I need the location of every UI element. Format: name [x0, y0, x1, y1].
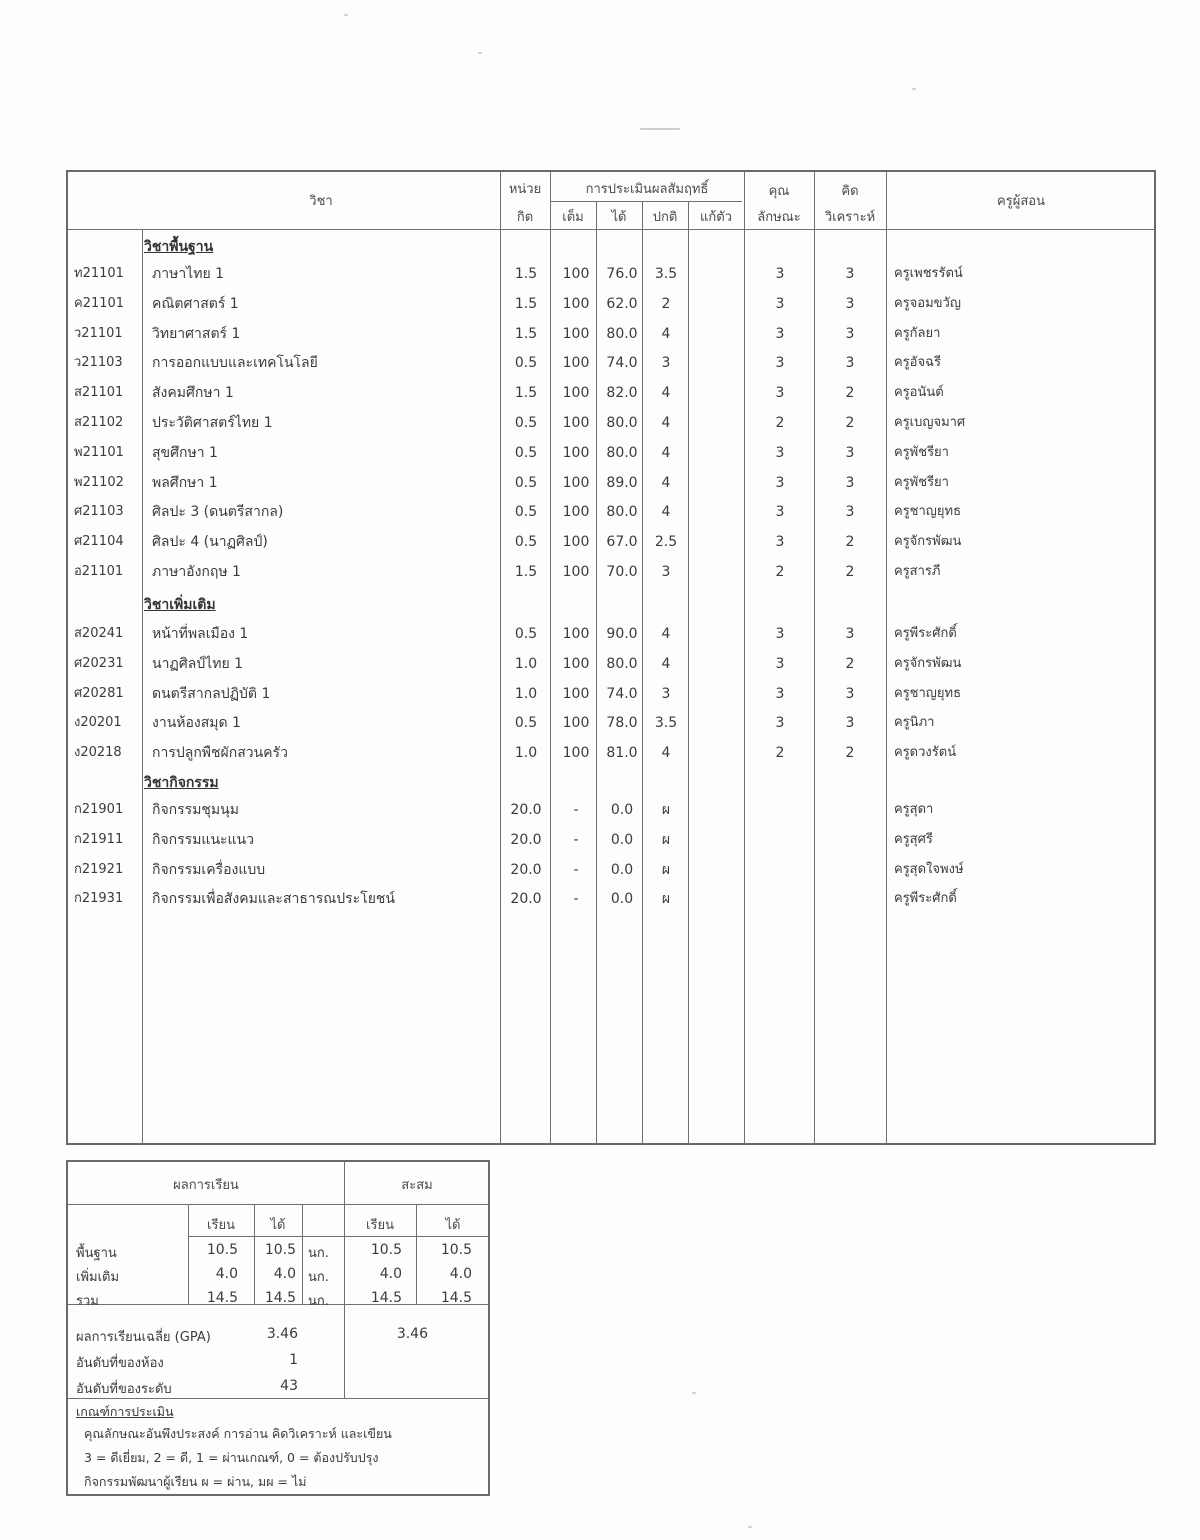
character-score: 3 — [775, 295, 785, 312]
summary-cum-got: 4.0 — [449, 1266, 472, 1282]
header-teacher: ครูผู้สอน — [997, 194, 1045, 209]
subject-name: นาฏศิลป์ไทย 1 — [152, 655, 244, 672]
thinking-score: 3 — [845, 626, 855, 642]
summary-study: 14.5 — [206, 1290, 238, 1306]
teacher-name: ครูพีระศักดิ์ — [894, 891, 957, 907]
subject-name: วิทยาศาสตร์ 1 — [152, 325, 241, 342]
score: 82.0 — [606, 385, 638, 402]
score: 0.0 — [610, 891, 634, 908]
character-score: 3 — [775, 385, 785, 402]
grade: ผ — [661, 891, 671, 908]
score: 80.0 — [606, 444, 638, 461]
assess-divider — [550, 201, 742, 202]
header-unit-top: หน่วย — [508, 182, 542, 197]
subject-name: กิจกรรมชุมนุม — [152, 802, 239, 818]
full-score: 100 — [562, 685, 590, 702]
subject-name: กิจกรรมเพื่อสังคมและสาธารณประโยชน์ — [152, 891, 395, 908]
scan-speck — [692, 1392, 696, 1394]
table-row — [68, 796, 1158, 824]
full-score: 100 — [562, 745, 590, 762]
character-score: 3 — [775, 444, 785, 461]
character-score: 3 — [775, 715, 785, 732]
header-divider — [68, 229, 1154, 230]
summary-results-title: ผลการเรียน — [173, 1178, 239, 1193]
thinking-score: 3 — [845, 715, 855, 732]
rank-room-label: อันดับที่ของห้อง — [76, 1356, 164, 1371]
summary-row-label: เพิ่มเติม — [76, 1270, 120, 1285]
character-score: 3 — [775, 534, 785, 551]
table-row — [68, 379, 1158, 407]
header-character-top: คุณ — [768, 184, 790, 199]
grade: 3.5 — [654, 266, 678, 282]
scan-speck — [748, 1526, 752, 1528]
summary-unit: นก. — [308, 1270, 329, 1285]
table-row — [68, 620, 1158, 648]
grade: 4 — [661, 745, 671, 762]
score: 70.0 — [606, 564, 638, 580]
summary-cum-got: 10.5 — [440, 1242, 472, 1258]
credit-units: 0.5 — [514, 474, 538, 491]
credit-units: 1.0 — [514, 745, 538, 762]
grade: 3 — [661, 355, 671, 372]
teacher-name: ครูอนันต์ — [894, 385, 944, 401]
character-score: 3 — [775, 685, 785, 702]
score: 0.0 — [610, 861, 634, 878]
character-score: 2 — [775, 415, 785, 431]
full-score: 100 — [562, 626, 590, 642]
subject-code: ง20201 — [74, 715, 122, 731]
character-score: 3 — [775, 474, 785, 491]
header-character-bottom: ลักษณะ — [757, 210, 801, 225]
teacher-name: ครูชาญยุทธ — [894, 685, 961, 701]
score: 67.0 — [606, 534, 638, 551]
teacher-name: ครูพีระศักดิ์ — [894, 626, 957, 641]
summary-study-header: เรียน — [207, 1218, 235, 1233]
table-row — [68, 320, 1158, 348]
subject-name: ดนตรีสากลปฏิบัติ 1 — [152, 685, 271, 702]
table-row — [68, 349, 1158, 377]
grade: 4 — [661, 626, 671, 642]
subject-code: ศ20281 — [74, 685, 124, 701]
summary-got: 10.5 — [264, 1242, 296, 1258]
subject-code: ศ21104 — [74, 534, 124, 550]
grade: 4 — [661, 474, 671, 491]
grade: ผ — [661, 831, 671, 848]
subject-name: คณิตศาสตร์ 1 — [152, 295, 239, 312]
score: 78.0 — [606, 715, 638, 732]
thinking-score: 3 — [845, 504, 855, 521]
subject-code: ส20241 — [74, 626, 124, 641]
credit-units: 1.0 — [514, 685, 538, 702]
criteria-line-2: 3 = ดีเยี่ยม, 2 = ดี, 1 = ผ่านเกณฑ์, 0 = ต้องปรับปรุง — [84, 1450, 379, 1465]
subject-name: ศิลปะ 4 (นาฏศิลป์) — [152, 534, 268, 551]
criteria-line-1: คุณลักษณะอันพึงประสงค์ การอ่าน คิดวิเคราะห์ และเขียน — [84, 1426, 392, 1441]
teacher-name: ครูพัชรียา — [894, 444, 949, 460]
table-row — [68, 469, 1158, 497]
summary-study: 4.0 — [215, 1266, 238, 1282]
grade: 2.5 — [654, 534, 678, 551]
teacher-name: ครูนิภา — [894, 715, 935, 731]
credit-units: 1.5 — [514, 295, 538, 312]
grade-table — [66, 170, 1156, 1145]
character-score: 3 — [775, 626, 785, 642]
subject-code: ก21931 — [74, 891, 124, 907]
grade: 4 — [661, 504, 671, 521]
full-score: - — [573, 802, 579, 818]
summary-table — [66, 1160, 490, 1496]
subject-code: พ21102 — [74, 474, 124, 490]
full-score: 100 — [562, 534, 590, 551]
thinking-score: 3 — [845, 685, 855, 702]
credit-units: 0.5 — [514, 355, 538, 372]
score: 0.0 — [610, 831, 634, 848]
summary-cum-study-header: เรียน — [366, 1218, 394, 1233]
gpa-cumulative: 3.46 — [396, 1326, 428, 1342]
full-score: 100 — [562, 444, 590, 461]
subject-code: ง20218 — [74, 745, 122, 761]
teacher-name: ครูพัชรียา — [894, 474, 949, 490]
subject-name: หน้าที่พลเมือง 1 — [152, 626, 249, 642]
subject-name: พลศึกษา 1 — [152, 474, 218, 491]
full-score: 100 — [562, 564, 590, 580]
teacher-name: ครูกัลยา — [894, 325, 941, 341]
summary-divider — [302, 1204, 303, 1304]
grade: 4 — [661, 655, 671, 672]
subject-name: กิจกรรมเครื่องแบบ — [152, 861, 266, 878]
credit-units: 20.0 — [510, 891, 542, 908]
subject-code: ก21921 — [74, 861, 124, 877]
header-unit-bottom: กิต — [516, 210, 534, 225]
subject-name: สังคมศึกษา 1 — [152, 385, 234, 402]
summary-cumulative-title: สะสม — [401, 1178, 433, 1193]
subject-name: ภาษาไทย 1 — [152, 266, 225, 282]
score: 89.0 — [606, 474, 638, 491]
header-think-bottom: วิเคราะห์ — [824, 210, 876, 225]
subject-code: ท21101 — [74, 266, 124, 281]
teacher-name: ครูอัจฉรี — [894, 355, 941, 371]
rank-room-value: 1 — [289, 1352, 298, 1368]
thinking-score: 2 — [845, 415, 855, 431]
grade: ผ — [661, 802, 671, 818]
grade: 4 — [661, 444, 671, 461]
score: 62.0 — [606, 295, 638, 312]
character-score: 3 — [775, 655, 785, 672]
summary-unit: นก. — [308, 1294, 329, 1309]
credit-units: 0.5 — [514, 415, 538, 431]
teacher-name: ครูสารภี — [894, 564, 941, 579]
subject-name: ภาษาอังกฤษ 1 — [152, 564, 241, 580]
header-score: ได้ — [611, 210, 627, 225]
grade: 2 — [661, 295, 671, 312]
full-score: 100 — [562, 474, 590, 491]
table-row — [68, 856, 1158, 884]
header-grade: ปกติ — [652, 210, 678, 225]
subject-code: ว21101 — [74, 325, 123, 341]
grade: 4 — [661, 415, 671, 431]
subject-name: การปลูกพืชผักสวนครัว — [152, 745, 288, 762]
subject-code: ก21911 — [74, 831, 124, 847]
header-full: เต็ม — [562, 210, 584, 225]
scan-speck — [344, 14, 348, 16]
subject-code: ค21101 — [74, 295, 125, 311]
credit-units: 0.5 — [514, 504, 538, 521]
full-score: 100 — [562, 385, 590, 402]
section-activity: วิชากิจกรรม — [144, 775, 219, 791]
score: 80.0 — [606, 415, 638, 431]
thinking-score: 3 — [845, 266, 855, 282]
subject-name: กิจกรรมแนะแนว — [152, 831, 254, 848]
credit-units: 1.5 — [514, 325, 538, 342]
credit-units: 1.0 — [514, 655, 538, 672]
teacher-name: ครูเบญจมาศ — [894, 415, 966, 430]
character-score: 3 — [775, 266, 785, 282]
teacher-name: ครูจอมขวัญ — [894, 295, 961, 311]
teacher-name: ครูจักรพัฒน — [894, 655, 962, 671]
teacher-name: ครูชาญยุทธ — [894, 504, 961, 520]
grade: 4 — [661, 385, 671, 402]
character-score: 2 — [775, 745, 785, 762]
summary-got: 14.5 — [264, 1290, 296, 1306]
thinking-score: 2 — [845, 564, 855, 580]
subject-code: ส21101 — [74, 385, 124, 401]
score: 74.0 — [606, 685, 638, 702]
summary-got-header: ได้ — [270, 1218, 286, 1233]
summary-hline — [68, 1204, 488, 1205]
table-row — [68, 680, 1158, 708]
teacher-name: ครูดวงรัตน์ — [894, 745, 957, 761]
scan-speck — [478, 52, 482, 54]
full-score: 100 — [562, 266, 590, 282]
score: 80.0 — [606, 325, 638, 342]
credit-units: 1.5 — [514, 564, 538, 580]
subject-code: ศ20231 — [74, 655, 124, 671]
header-fix: แก้ตัว — [700, 210, 732, 225]
subject-code: ก21901 — [74, 802, 124, 817]
teacher-name: ครูสุดใจพงษ์ — [894, 861, 964, 877]
summary-cum-study: 10.5 — [370, 1242, 402, 1258]
grade: 3 — [661, 685, 671, 702]
thinking-score: 3 — [845, 474, 855, 491]
table-row — [68, 885, 1158, 913]
credit-units: 0.5 — [514, 534, 538, 551]
grade: ผ — [661, 861, 671, 878]
subject-name: ประวัติศาสตร์ไทย 1 — [152, 415, 273, 431]
full-score: 100 — [562, 504, 590, 521]
subject-code: ส21102 — [74, 415, 124, 430]
thinking-score: 3 — [845, 295, 855, 312]
thinking-score: 2 — [845, 745, 855, 762]
subject-name: การออกแบบและเทคโนโลยี — [152, 355, 318, 372]
full-score: - — [573, 861, 579, 878]
subject-code: อ21101 — [74, 564, 124, 579]
thinking-score: 3 — [845, 355, 855, 372]
table-row — [68, 826, 1158, 854]
full-score: 100 — [562, 715, 590, 732]
full-score: - — [573, 831, 579, 848]
criteria-title: เกณฑ์การประเมิน — [76, 1404, 174, 1419]
credit-units: 1.5 — [514, 385, 538, 402]
character-score: 3 — [775, 504, 785, 521]
grade: 3.5 — [654, 715, 678, 732]
grade: 4 — [661, 325, 671, 342]
summary-cum-study: 14.5 — [370, 1290, 402, 1306]
table-row — [68, 650, 1158, 678]
credit-units: 20.0 — [510, 802, 542, 818]
table-row — [68, 739, 1158, 767]
criteria-line-3: กิจกรรมพัฒนาผู้เรียน ผ = ผ่าน, มผ = ไม่ — [84, 1474, 307, 1489]
header-assessment: การประเมินผลสัมฤทธิ์ — [585, 182, 709, 197]
subject-name: ศิลปะ 3 (ดนตรีสากล) — [152, 504, 284, 521]
credit-units: 20.0 — [510, 831, 542, 848]
subject-code: พ21101 — [74, 444, 124, 460]
full-score: 100 — [562, 415, 590, 431]
scan-speck — [912, 88, 916, 90]
summary-row-label: พื้นฐาน — [76, 1246, 117, 1261]
score: 76.0 — [606, 266, 638, 282]
gpa-value: 3.46 — [266, 1326, 298, 1342]
section-extra: วิชาเพิ่มเติม — [144, 597, 216, 613]
teacher-name: ครูจักรพัฒน — [894, 534, 962, 550]
table-row — [68, 290, 1158, 318]
table-row — [68, 409, 1158, 437]
table-row — [68, 260, 1158, 288]
scan-speck — [640, 128, 680, 130]
score: 80.0 — [606, 504, 638, 521]
summary-cum-got-header: ได้ — [445, 1218, 461, 1233]
thinking-score: 3 — [845, 444, 855, 461]
thinking-score: 2 — [845, 534, 855, 551]
credit-units: 0.5 — [514, 444, 538, 461]
summary-divider — [344, 1162, 345, 1398]
table-row — [68, 439, 1158, 467]
teacher-name: ครูสุดา — [894, 802, 934, 817]
score: 81.0 — [606, 745, 638, 762]
score: 90.0 — [606, 626, 638, 642]
section-basic: วิชาพื้นฐาน — [144, 239, 214, 255]
summary-cum-got: 14.5 — [440, 1290, 472, 1306]
score: 80.0 — [606, 655, 638, 672]
full-score: 100 — [562, 655, 590, 672]
rank-level-label: อันดับที่ของระดับ — [76, 1382, 172, 1397]
thinking-score: 3 — [845, 325, 855, 342]
summary-hline — [188, 1236, 488, 1237]
full-score: 100 — [562, 325, 590, 342]
character-score: 3 — [775, 355, 785, 372]
table-row — [68, 528, 1158, 556]
subject-code: ว21103 — [74, 355, 123, 371]
full-score: 100 — [562, 295, 590, 312]
rank-level-value: 43 — [280, 1378, 298, 1394]
credit-units: 0.5 — [514, 626, 538, 642]
thinking-score: 2 — [845, 655, 855, 672]
summary-unit: นก. — [308, 1246, 329, 1261]
credit-units: 0.5 — [514, 715, 538, 732]
teacher-name: ครูสุศรี — [894, 831, 933, 847]
summary-cum-study: 4.0 — [379, 1266, 402, 1282]
summary-row-label: รวม — [76, 1294, 99, 1309]
table-row — [68, 709, 1158, 737]
gpa-label: ผลการเรียนเฉลี่ย (GPA) — [76, 1330, 211, 1345]
character-score: 2 — [775, 564, 785, 580]
full-score: 100 — [562, 355, 590, 372]
subject-code: ศ21103 — [74, 504, 124, 520]
full-score: - — [573, 891, 579, 908]
table-row — [68, 498, 1158, 526]
table-row — [68, 558, 1158, 586]
character-score: 3 — [775, 325, 785, 342]
teacher-name: ครูเพชรรัตน์ — [894, 266, 963, 281]
summary-study: 10.5 — [206, 1242, 238, 1258]
grade: 3 — [661, 564, 671, 580]
score: 74.0 — [606, 355, 638, 372]
score: 0.0 — [610, 802, 634, 818]
subject-name: สุขศึกษา 1 — [152, 444, 218, 461]
header-think-top: คิด — [841, 184, 859, 199]
credit-units: 20.0 — [510, 861, 542, 878]
subject-name: งานห้องสมุด 1 — [152, 715, 241, 732]
header-subject: วิชา — [309, 194, 333, 209]
credit-units: 1.5 — [514, 266, 538, 282]
summary-got: 4.0 — [273, 1266, 296, 1282]
thinking-score: 2 — [845, 385, 855, 402]
